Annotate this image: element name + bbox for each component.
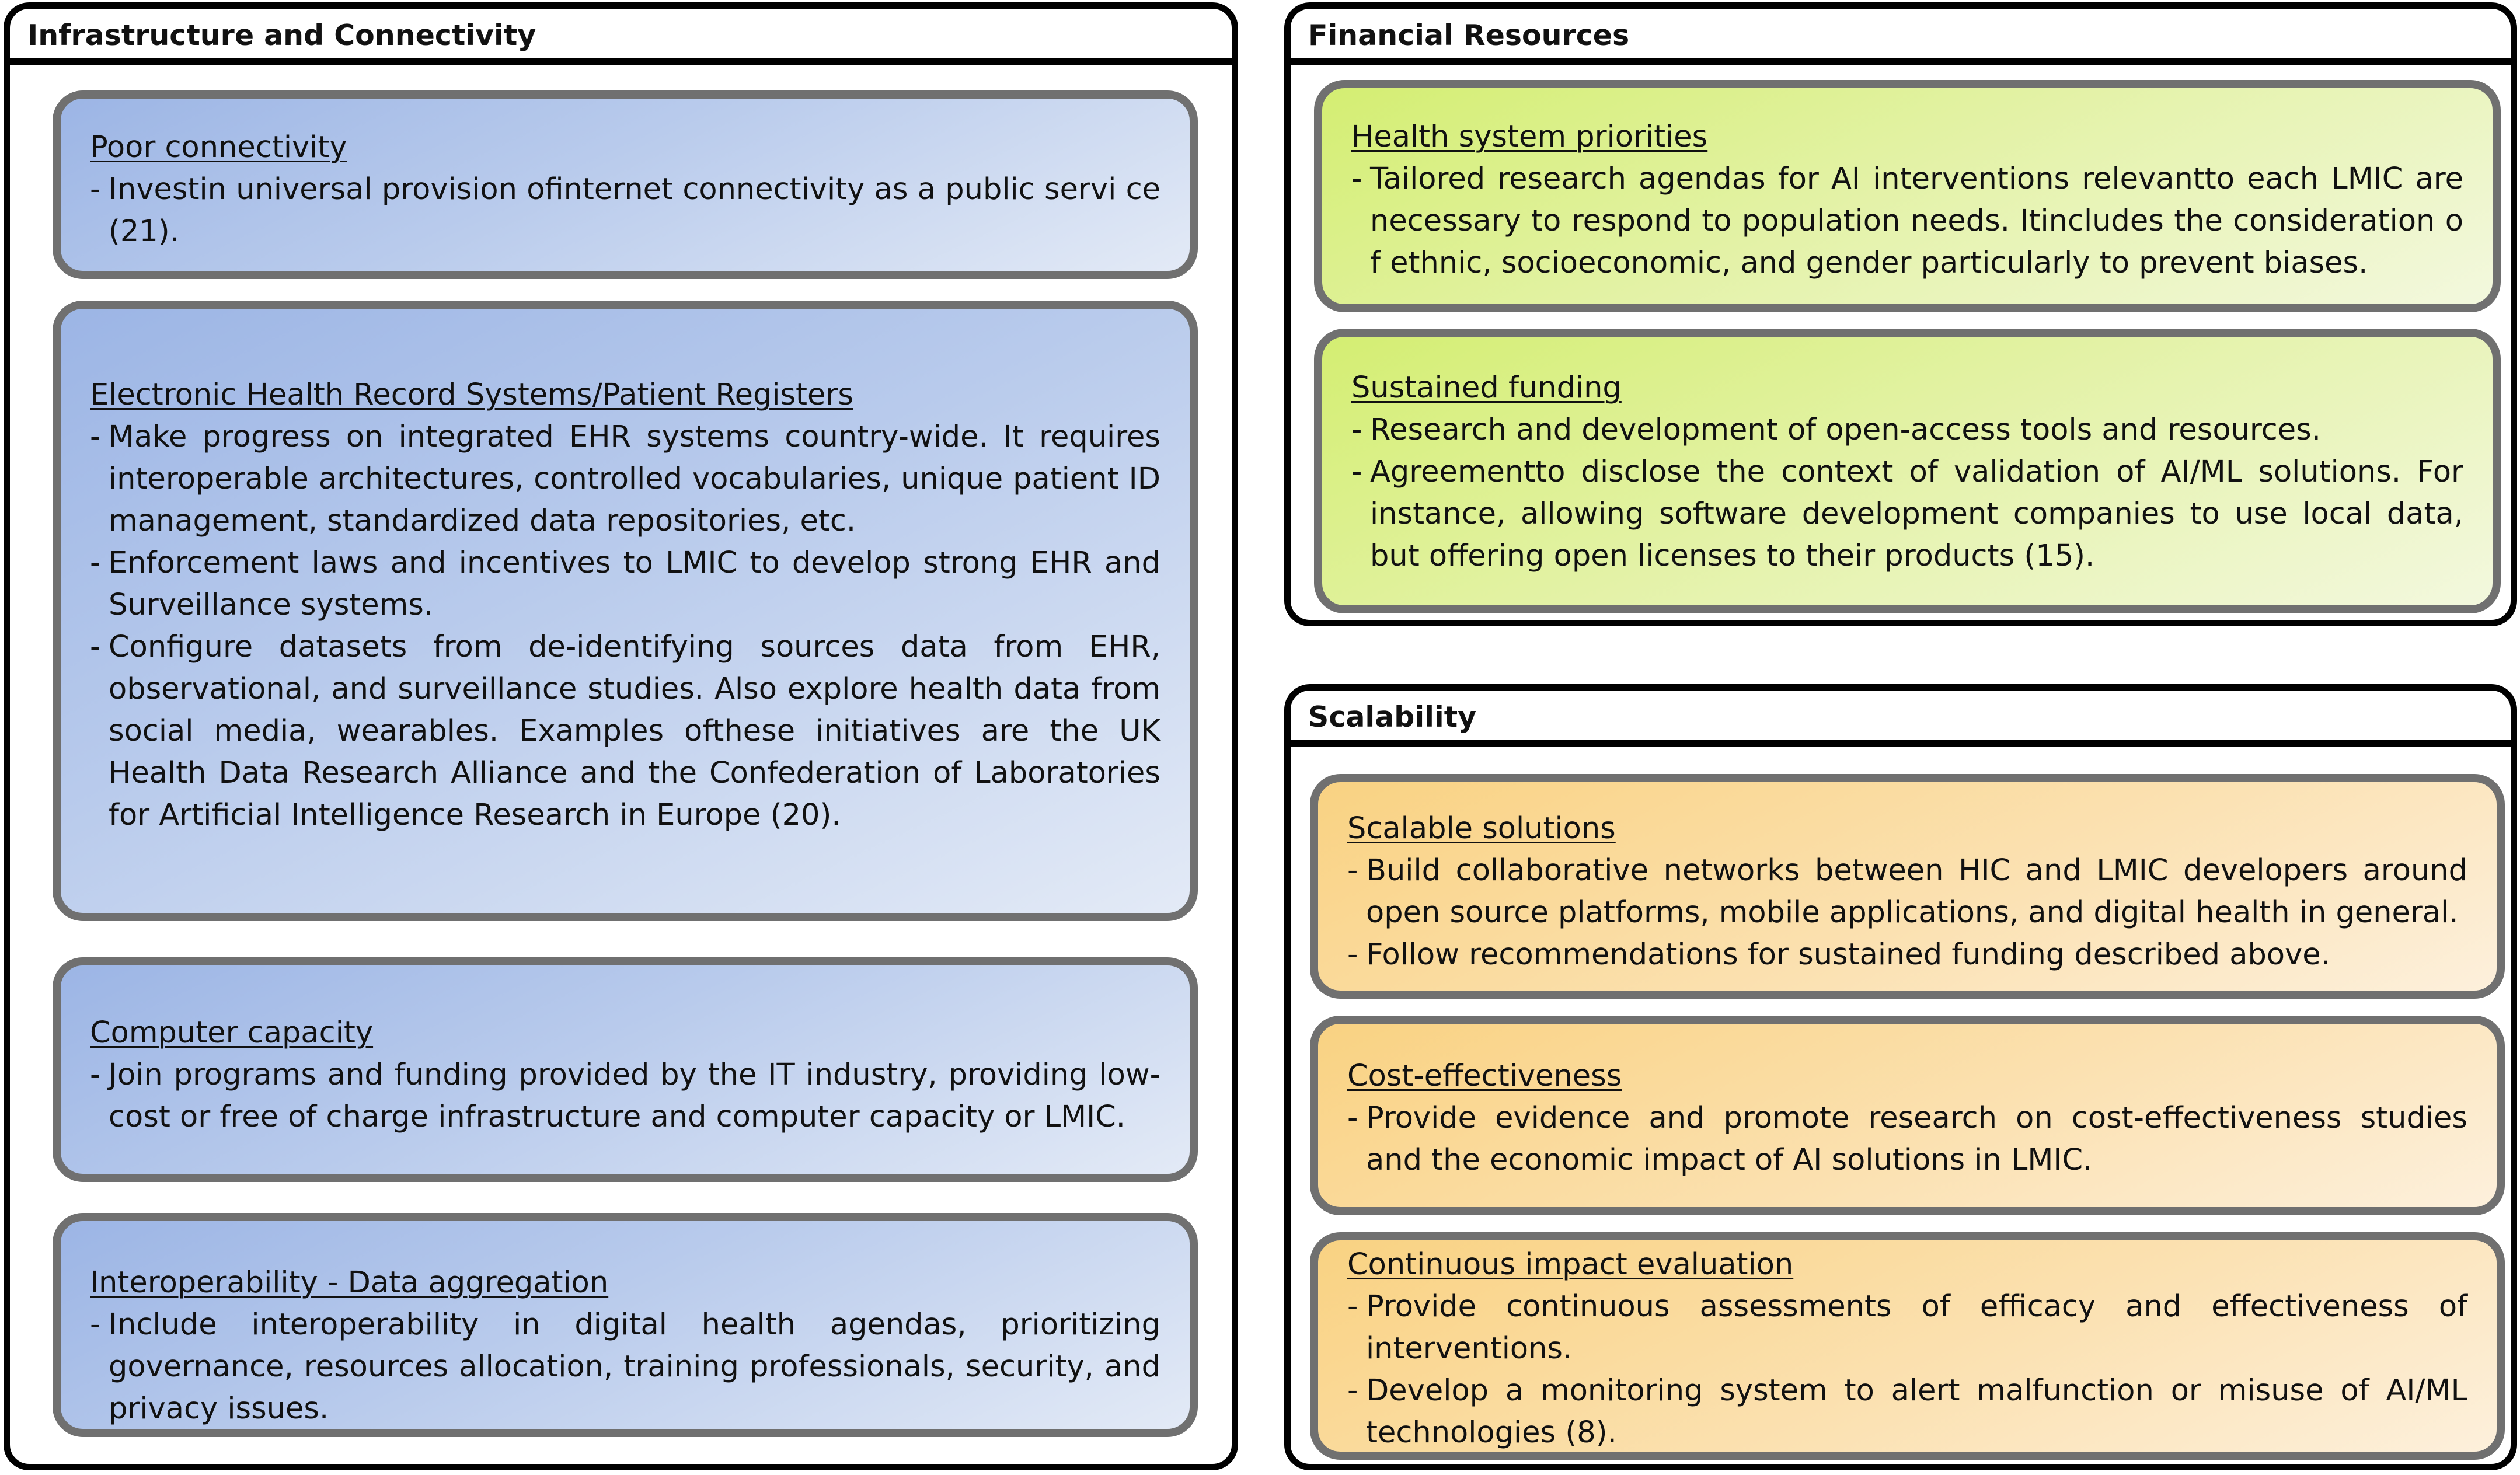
panel-title-infrastructure: Infrastructure and Connectivity	[10, 9, 1232, 65]
panel-title-financial: Financial Resources	[1291, 9, 2511, 65]
list-item: - Tailored research agendas for AI interventions relevantto each LMIC are necessary to respond to population needs. Itincludes the consideration o f ethnic, socioeconomic, and gender particularly to prevent biases.	[1351, 158, 2463, 284]
card-title: Scalable solutions	[1347, 811, 1616, 846]
list-item: - Follow recommendations for sustained funding described above.	[1347, 934, 2467, 976]
card-title: Continuous impact evaluation	[1347, 1247, 1794, 1282]
card-scalable-solutions	[1310, 774, 2505, 999]
card-continuous-impact-evaluation	[1310, 1232, 2505, 1460]
list-item: - Research and development of open-access tools and resources.	[1351, 409, 2463, 451]
panel-financial	[1284, 2, 2517, 626]
card-ehr-systems	[53, 301, 1198, 921]
card-poor-connectivity	[53, 90, 1198, 279]
list-item: - Join programs and funding provided by the IT industry, providing low-cost or free of charge infrastructure and computer capacity or LMIC.	[90, 1054, 1160, 1138]
card-cost-effectiveness	[1310, 1016, 2505, 1215]
card-title: Health system priorities	[1351, 120, 1708, 154]
card-sustained-funding	[1314, 329, 2501, 613]
list-item: - Provide continuous assessments of efficacy and effectiveness of interventions.	[1347, 1286, 2467, 1370]
list-item: - Develop a monitoring system to alert malfunction or misuse of AI/ML technologies (8).	[1347, 1370, 2467, 1454]
list-item: - Enforcement laws and incentives to LMIC to develop strong EHR and Surveillance systems.	[90, 542, 1160, 626]
list-item: - Make progress on integrated EHR systems country-wide. It requires interoperable architectures, controlled vocabularies, unique patient ID management, standardized data repositories, etc.	[90, 416, 1160, 542]
card-title: Cost-effectiveness	[1347, 1059, 1622, 1093]
card-computer-capacity	[53, 957, 1198, 1182]
card-health-system-priorities	[1314, 80, 2501, 312]
card-interoperability	[53, 1213, 1198, 1437]
panel-infrastructure	[4, 2, 1238, 1470]
list-item: - Include interoperability in digital health agendas, prioritizing governance, resources allocation, training professionals, security, and privacy issues.	[90, 1304, 1160, 1430]
list-item: - Build collaborative networks between HIC and LMIC developers around open source platforms, mobile applications, and digital health in general.	[1347, 850, 2467, 934]
list-item: - Agreementto disclose the context of validation of AI/ML solutions. For instance, allowing software development companies to use local data, but offering open licenses to their products (15).	[1351, 451, 2463, 577]
panel-title-scalability: Scalability	[1291, 691, 2511, 747]
list-item: - Provide evidence and promote research on cost-effectiveness studies and the economic impact of AI solutions in LMIC.	[1347, 1097, 2467, 1181]
list-item: - Investin universal provision ofinternet connectivity as a public servi ce (21).	[90, 169, 1160, 253]
card-title: Interoperability - Data aggregation	[90, 1265, 609, 1300]
card-title: Electronic Health Record Systems/Patient Registers	[90, 378, 853, 412]
card-title: Poor connectivity	[90, 130, 347, 165]
list-item: - Configure datasets from de-identifying sources data from EHR, observational, and surveillance studies. Also explore health data from social media, wearables. Examples ofthese initiatives are the UK Health Data Research Alliance and the Confederation of Laboratories for Artificial Intelligence Research in Europe (20).	[90, 626, 1160, 836]
card-title: Sustained funding	[1351, 371, 1622, 405]
card-title: Computer capacity	[90, 1016, 374, 1050]
panel-scalability	[1284, 684, 2517, 1470]
